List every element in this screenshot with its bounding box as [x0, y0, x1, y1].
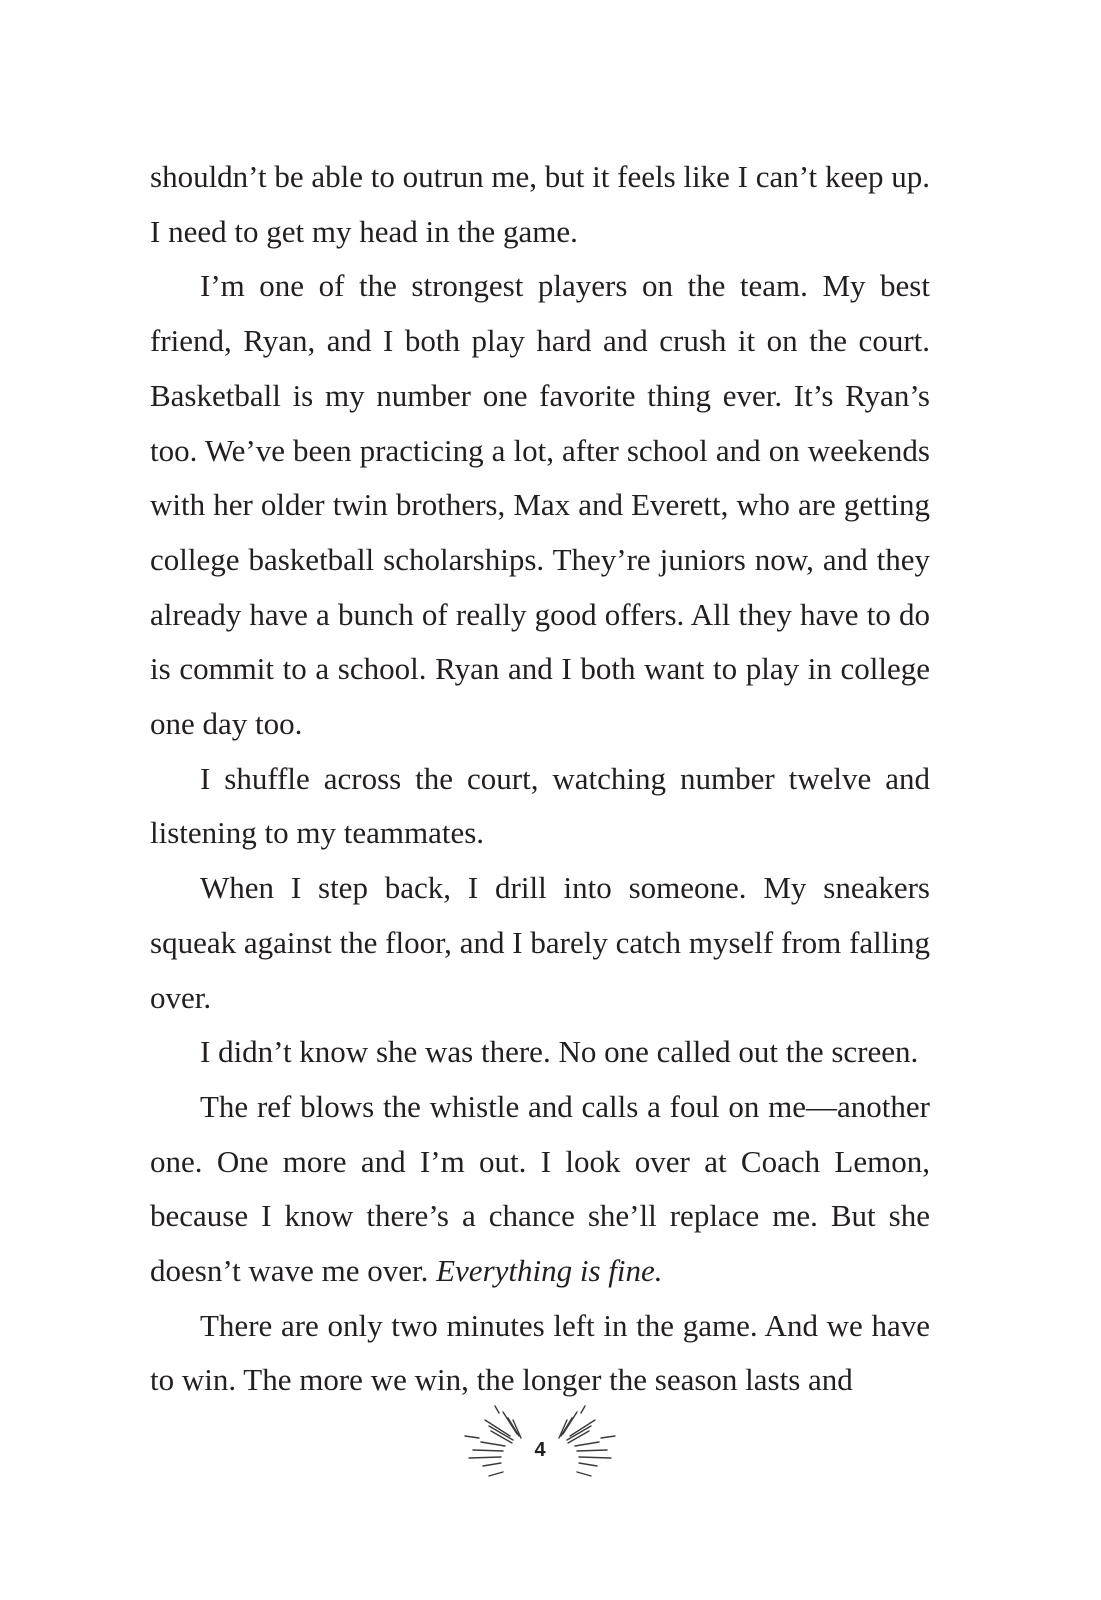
- paragraph-2: I’m one of the strongest players on the team. My best friend, Ryan, and I both play hard and crush it on the court. Basketball is my number one favorite thing ever. It’s Ryan’s too. We’ve been practicing a lot, after school and on weekends with her older twin brothers, Max and Everett, who are getting college basketball scholarships. They’re juniors now, and they already have a bunch of really good offers. All they have to do is commit to a school. Ryan and I both want to play in college one day too.: [150, 268, 930, 742]
- paragraph-1: shouldn’t be able to outrun me, but it feels like I can’t keep up. I need to get my head in the game.: [150, 159, 930, 249]
- page-number: 4: [534, 1439, 546, 1461]
- paragraph-4: When I step back, I drill into someone. My sneakers squeak against the floor, and I barely catch myself from falling over.: [150, 870, 930, 1015]
- paragraph-3: I shuffle across the court, watching number twelve and listening to my teammates.: [150, 760, 930, 851]
- paragraph-6-text: The ref blows the whistle and calls a foul on me—another one. One more and I’m out. I look over at Coach Lemon, because I know there’s a chance she’ll replace me. But she doesn’t wave me over.: [150, 1088, 930, 1289]
- paragraph-6: [150, 1080, 930, 1299]
- body-text: [150, 150, 930, 1408]
- paragraph-7: There are only two minutes left in the game. And we have to win. The more we win, the longer the season lasts and: [150, 1307, 930, 1398]
- page-folio: [455, 1400, 625, 1490]
- paragraph-5: I didn’t know she was there. No one called out the screen.: [200, 1034, 919, 1070]
- paragraph-6-italic: Everything is fine.: [436, 1253, 663, 1289]
